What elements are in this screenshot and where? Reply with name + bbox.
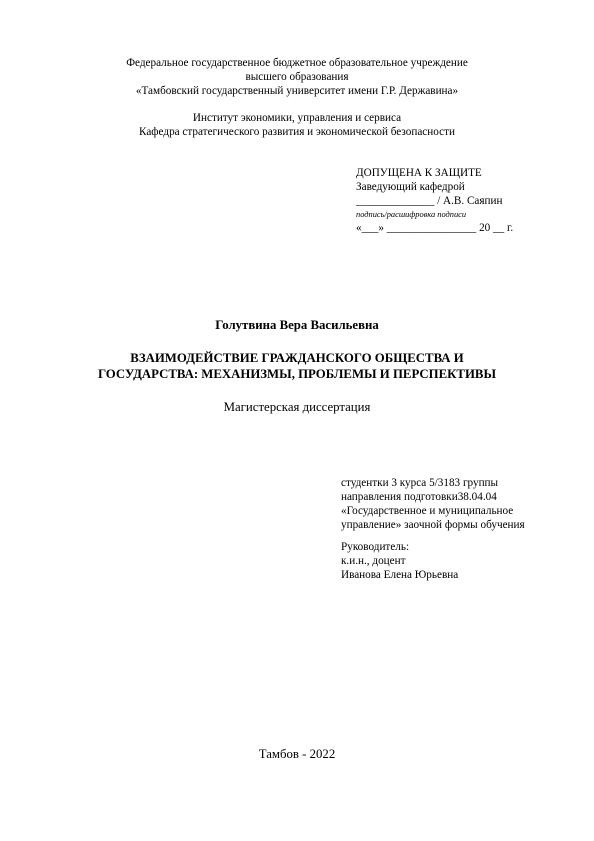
work-type: Магистерская диссертация bbox=[223, 400, 371, 414]
student-info-line-2: направления подготовки38.04.04 bbox=[341, 491, 497, 503]
footer-city-year: Тамбов - 2022 bbox=[258, 747, 336, 761]
supervisor-label: Руководитель: bbox=[341, 541, 410, 553]
header-line-3: «Тамбовский государственный университет имени Г.Р. Державина» bbox=[135, 85, 459, 97]
author-name: Голутвина Вера Васильевна bbox=[215, 318, 379, 332]
institute-line: Институт экономики, управления и сервиса bbox=[192, 112, 402, 124]
thesis-title-line-1: ВЗАИМОДЕЙСТВИЕ ГРАЖДАНСКОГО ОБЩЕСТВА И bbox=[130, 351, 464, 365]
approval-title: ДОПУЩЕНА К ЗАЩИТЕ bbox=[356, 167, 482, 179]
student-info bbox=[341, 476, 525, 532]
signature-caption: подпись/расшифровка подписи bbox=[356, 210, 467, 219]
supervisor-block bbox=[341, 540, 458, 582]
thesis-title-line-2: ГОСУДАРСТВА: МЕХАНИЗМЫ, ПРОБЛЕМЫ И ПЕРСПЕКТИВЫ bbox=[97, 367, 497, 381]
student-info-line-1: студентки 3 курса 5/3183 группы bbox=[341, 477, 499, 489]
supervisor-name: Иванова Елена Юрьевна bbox=[341, 569, 459, 581]
student-info-line-3: «Государственное и муниципальное bbox=[341, 505, 514, 517]
department-line: Кафедра стратегического развития и экономической безопасности bbox=[139, 126, 455, 138]
approval-role: Заведующий кафедрой bbox=[356, 181, 465, 193]
header-line-2: высшего образования bbox=[245, 71, 349, 83]
header-line-1: Федеральное государственное бюджетное образовательное учреждение bbox=[126, 57, 468, 69]
supervisor-degree: к.и.н., доцент bbox=[341, 555, 406, 567]
approval-signature-line: ______________ / А.В. Саяпин bbox=[356, 195, 503, 207]
approval-date-line: «___» ________________ 20 __ г. bbox=[356, 222, 514, 234]
student-info-line-4: управление» заочной формы обучения bbox=[341, 519, 525, 531]
